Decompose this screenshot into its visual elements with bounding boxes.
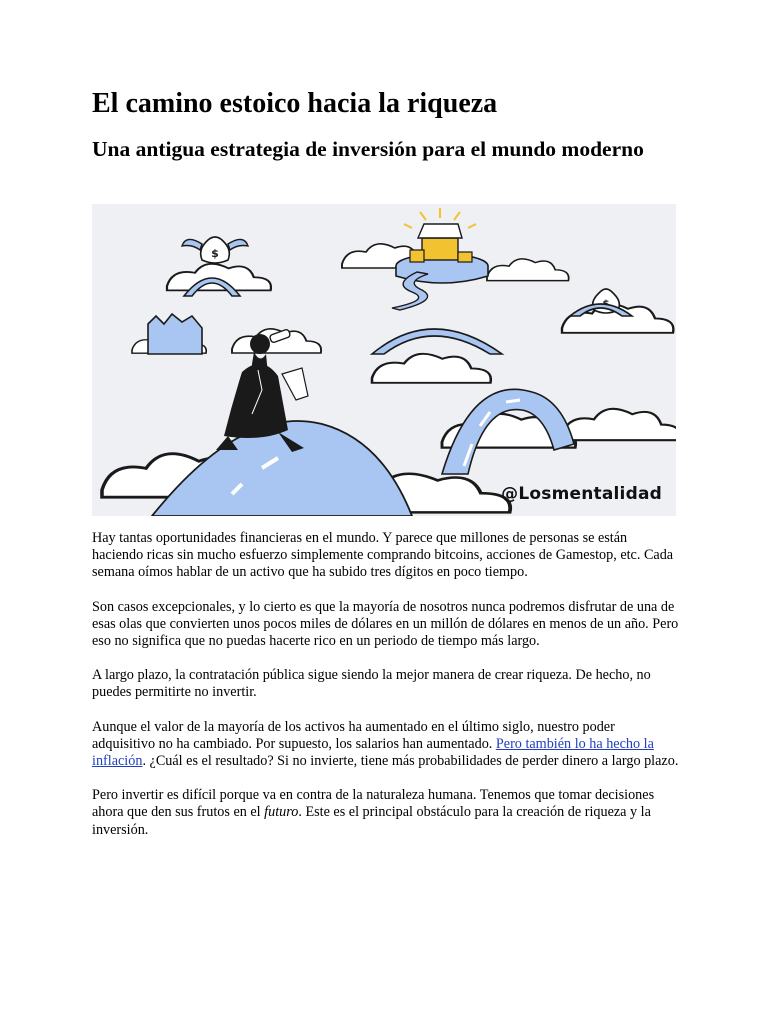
hero-illustration: [92, 204, 676, 516]
paragraph-text: . Este es el principal obstáculo para la creación de riqueza y la inversión.: [92, 804, 651, 838]
paragraph: [92, 719, 680, 771]
paragraph-text: Aunque el valor de la mayoría de los activos ha aumentado en el último siglo, nuestro poder adquisitivo no ha cambiado. Por supuesto, los salarios han aumentado.: [92, 718, 615, 752]
paragraph: A largo plazo, la contratación pública sigue siendo la mejor manera de crear riqueza. De hecho, no puedes permitirte no invertir.: [92, 667, 651, 701]
dollar-sign: $: [211, 247, 219, 260]
broken-bridge: [148, 314, 202, 354]
treasure-island: [396, 208, 488, 283]
paragraph-text: Pero invertir es difícil porque va en contra de la naturaleza humana. Tenemos que tomar decisiones ahora que den sus frutos en el: [92, 787, 655, 821]
article-title: El camino estoico hacia la riqueza: [92, 88, 498, 119]
article-subtitle: Una antigua estrategia de inversión para el mundo moderno: [92, 137, 644, 161]
article-body: [92, 530, 680, 856]
paragraph: Hay tantas oportunidades financieras en el mundo. Y parece que millones de personas se están haciendo ricas sin mucho esfuerzo simplemente comprando bitcoins, acciones de Gamestop, etc. Cada semana oímos hablar de un activo que ha subido tres dígitos en poco tiempo.: [92, 530, 674, 581]
inflation-link[interactable]: Pero también lo ha hecho la inflación: [92, 735, 654, 770]
paragraph: [92, 787, 680, 839]
flying-money-bag: [182, 237, 248, 263]
emphasis-text: futuro: [264, 804, 299, 821]
arch-bridge-middle: [372, 329, 502, 354]
watermark: @Losmentalidad: [501, 484, 662, 504]
stoic-road-illustration: [92, 204, 676, 516]
paragraph: Son casos excepcionales, y lo cierto es que la mayoría de nosotros nunca podremos disfrutar de una de esas olas que convierten unos pocos miles de dólares en un millón de dólares en menos de un año. Pero eso no significa que no puedas hacerte rico en un periodo de tiempo más largo.: [92, 598, 679, 650]
paragraph-text: . ¿Cuál es el resultado? Si no invierte, tiene más probabilidades de perder dinero a largo plazo.: [142, 753, 679, 770]
